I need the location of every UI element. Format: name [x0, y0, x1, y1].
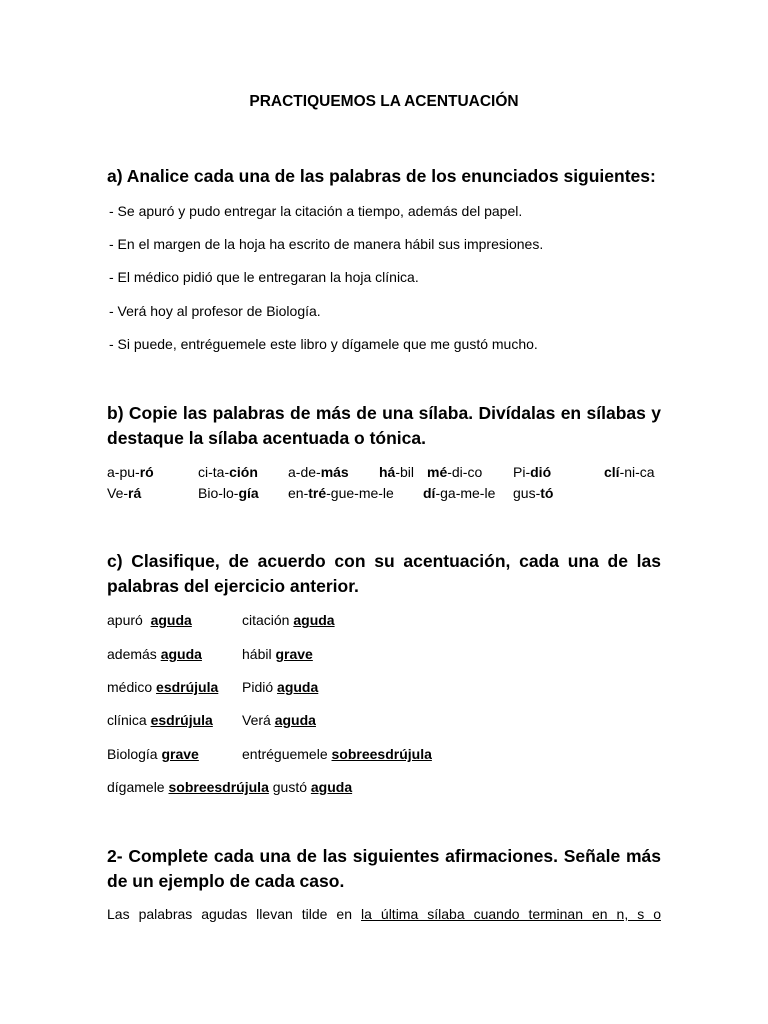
sentence-2: - En el margen de la hoja ha escrito de manera hábil sus impresiones. — [109, 236, 544, 252]
syllable-word: dí-ga-me-le — [423, 485, 496, 501]
classification-item: además aguda — [107, 646, 202, 662]
syllable-word: clí-ni-ca — [604, 464, 655, 480]
section-a-heading: a) Analice cada una de las palabras de los enunciados siguientes: — [107, 166, 656, 186]
syllable-word: Bio-lo-gía — [198, 485, 259, 501]
classification-item: Pidió aguda — [242, 679, 319, 695]
classification-item: clínica esdrújula — [107, 712, 213, 728]
syllable-row-2 — [107, 485, 667, 503]
sentence-1: - Se apuró y pudo entregar la citación a tiempo, además del papel. — [109, 203, 523, 219]
classification-item: apuró aguda — [107, 612, 192, 628]
syllable-row-1 — [107, 464, 667, 482]
syllable-word: a-de-más — [288, 464, 349, 480]
completion-paragraph: Las palabras agudas llevan tilde en la última sílaba cuando terminan en n, s o — [107, 906, 661, 922]
syllable-word: a-pu-ró — [107, 464, 154, 480]
syllable-word: ci-ta-ción — [198, 464, 258, 480]
section-c-heading: c) Clasifique, de acuerdo con su acentuación, cada una de las palabras del ejercicio anterior. — [107, 551, 661, 596]
section-b-heading: b) Copie las palabras de más de una sílaba. Divídalas en sílabas y destaque la sílaba acentuada o tónica. — [107, 403, 661, 448]
sentence-5: - Si puede, entréguemele este libro y dígamele que me gustó mucho. — [109, 336, 538, 352]
classification-item: Biología grave — [107, 746, 199, 762]
syllable-word: Pi-dió — [513, 464, 552, 480]
sentence-4: - Verá hoy al profesor de Biología. — [109, 303, 321, 319]
classification-item: dígamele sobreesdrújula gustó aguda — [107, 779, 353, 795]
syllable-word: Ve-rá — [107, 485, 142, 501]
classification-item: médico esdrújula — [107, 679, 219, 695]
syllable-word: en-tré-gue-me-le — [288, 485, 394, 501]
syllable-word: mé-di-co — [427, 464, 483, 480]
completion-answer: la última sílaba cuando terminan en n, s o — [361, 906, 661, 922]
classification-item: citación aguda — [242, 612, 335, 628]
classification-item: hábil grave — [242, 646, 313, 662]
syllable-word: gus-tó — [513, 485, 554, 501]
classification-item: entréguemele sobreesdrújula — [242, 746, 432, 762]
page-title: PRACTIQUEMOS LA ACENTUACIÓN — [249, 93, 519, 110]
classification-item: Verá aguda — [242, 712, 316, 728]
section-2-heading: 2- Complete cada una de las siguientes afirmaciones. Señale más de un ejemplo de cada caso. — [107, 846, 661, 891]
syllable-word: há-bil — [379, 464, 415, 480]
sentence-3: - El médico pidió que le entregaran la hoja clínica. — [109, 269, 419, 285]
